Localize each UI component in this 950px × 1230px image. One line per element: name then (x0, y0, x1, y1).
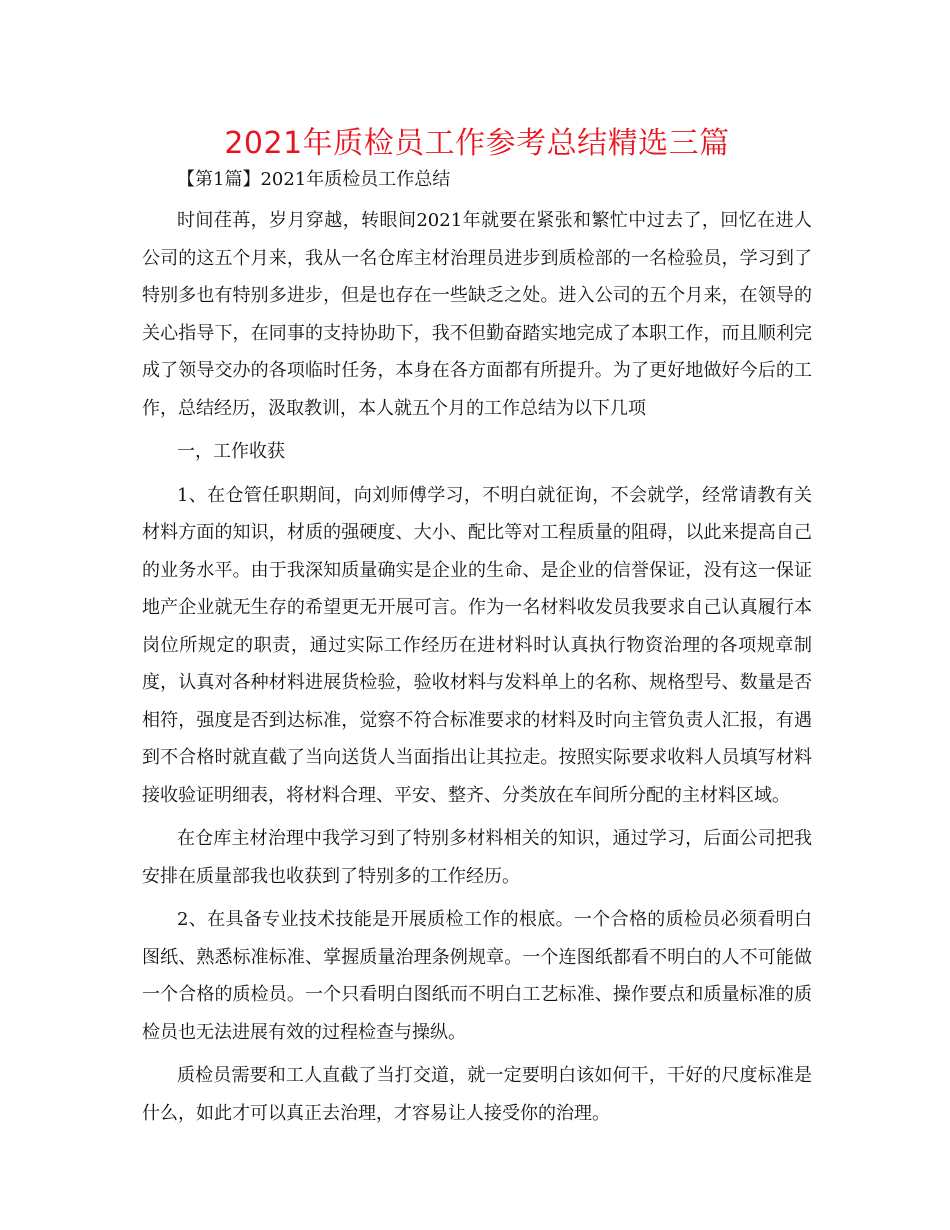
document-page (142, 122, 812, 1138)
paragraph-item-2: 2、在具备专业技术技能是开展质检工作的根底。一个合格的质检员必须看明白图纸、熟悉标准标准、掌握质量治理条例规章。一个连图纸都看不明白的人不可能做一个合格的质检员。一个只看明白图纸而不明白工艺标准、操作要点和质量标准的质检员也无法进展有效的过程检查与操纵。 (142, 909, 812, 1043)
paragraph-heading-gains: 一，工作收获 (177, 441, 285, 462)
paragraph-item-1: 1、在仓管任职期间，向刘师傅学习，不明白就征询，不会就学，经常请教有关材料方面的知识，材质的强硬度、大小、配比等对工程质量的阻碍，以此来提高自己的业务水平。由于我深知质量确实是企业的生命、是企业的信誉保证，没有这一保证地产企业就无生存的希望更无开展可言。作为一名材料收发员我要求自己认真履行本岗位所规定的职责，通过实际工作经历在进材料时认真执行物资治理的各项规章制度，认真对各种材料进展货检验，验收材料与发料单上的名称、规格型号、数量是否相符，强度是否到达标准，觉察不符合标准要求的材料及时向主管负责人汇报，有遇到不合格时就直截了当向送货人当面指出让其拉走。按照实际要求收料人员填写材料接收验证明细表，将材料合理、平安、整齐、分类放在车间所分配的主材料区域。 (142, 484, 812, 806)
document-title: 2021年质检员工作参考总结精选三篇 (224, 126, 730, 161)
paragraph-warehouse: 在仓库主材治理中我学习到了特别多材料相关的知识，通过学习，后面公司把我安排在质量部我也收获到了特别多的工作经历。 (142, 828, 812, 887)
paragraph-inspector: 质检员需要和工人直截了当打交道，就一定要明白该如何干，干好的尺度标准是什么，如此才可以真正去治理，才容易让人接受你的治理。 (142, 1065, 812, 1124)
paragraph-intro: 时间荏苒，岁月穿越，转眼间2021年就要在紧张和繁忙中过去了，回忆在进人公司的这五个月来，我从一名仓库主材治理员进步到质检部的一名检验员，学习到了特别多也有特别多进步，但是也存在一些缺乏之处。进入公司的五个月来，在领导的关心指导下，在同事的支持协助下，我不但勤奋踏实地完成了本职工作，而且顺利完成了领导交办的各项临时任务，本身在各方面都有所提升。为了更好地做好今后的工作，总结经历，汲取教训，本人就五个月的工作总结为以下几项 (142, 210, 812, 419)
section-heading: 【第1篇】2021年质检员工作总结 (177, 169, 451, 190)
